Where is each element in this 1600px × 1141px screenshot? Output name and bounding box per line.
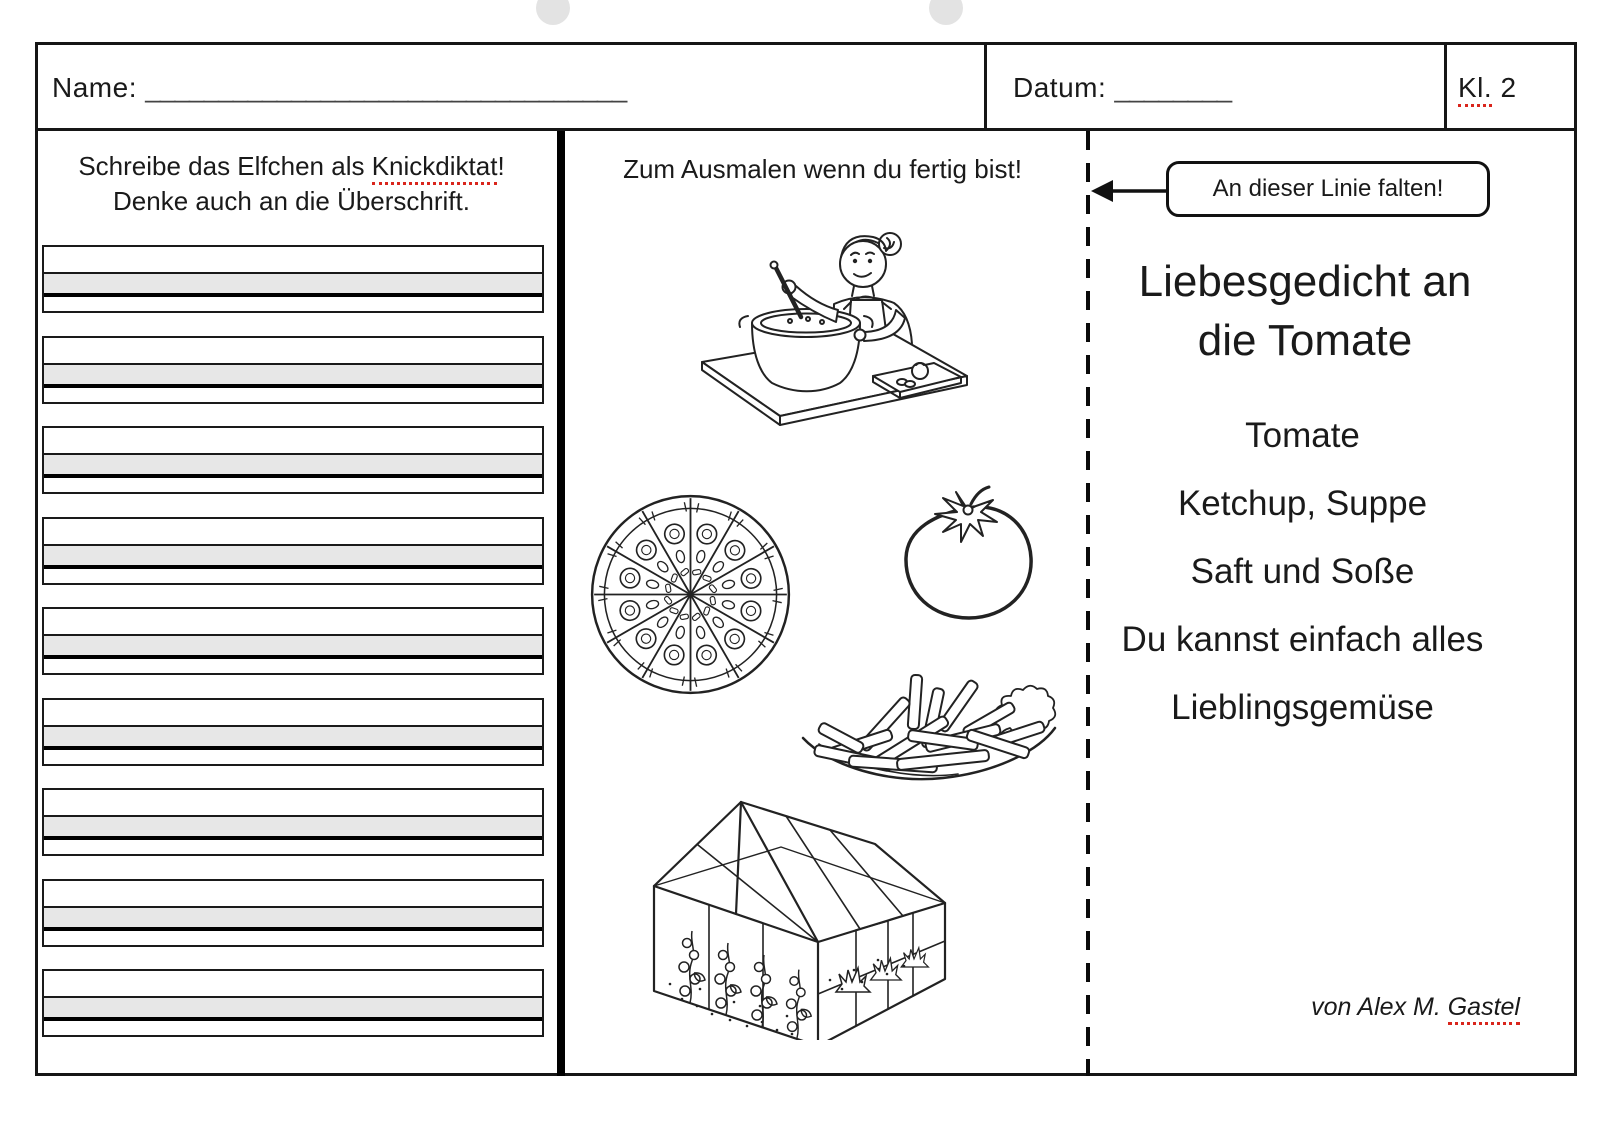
writing-line-lower-row — [44, 750, 542, 764]
column-separator — [557, 131, 565, 1076]
writing-line-lower-row — [44, 388, 542, 402]
writing-line-lower-row — [44, 297, 542, 311]
poem-title — [1093, 252, 1517, 370]
writing-line-group — [42, 698, 544, 766]
date-blank-line: ________ — [1114, 72, 1232, 103]
writing-line-middle-row — [44, 908, 542, 931]
fold-note-text: An dieser Linie falten! — [1212, 175, 1444, 202]
poem-line-5: Lieblingsgemüse — [1171, 688, 1434, 727]
writing-line-middle-row — [44, 274, 542, 297]
date-label: Datum: — [1013, 72, 1107, 103]
writing-line-upper-row — [44, 338, 542, 365]
hole-punch-left — [536, 0, 570, 25]
class-label-marked: Kl. — [1458, 72, 1492, 107]
author-attribution — [1180, 993, 1520, 1022]
writing-line-upper-row — [44, 700, 542, 727]
instruction-line2: Denke auch an die Überschrift. — [113, 186, 470, 216]
coloring-heading: Zum Ausmalen wenn du fertig bist! — [623, 154, 1022, 184]
writing-line-upper-row — [44, 428, 542, 455]
writing-line-upper-row — [44, 609, 542, 636]
name-field — [52, 72, 626, 104]
writing-line-upper-row — [44, 881, 542, 908]
writing-line-middle-row — [44, 817, 542, 840]
header-divider-1 — [984, 42, 987, 131]
class-label-rest: 2 — [1492, 72, 1517, 103]
tomato-illustration — [893, 478, 1043, 628]
writing-line-group — [42, 426, 544, 494]
poem-title-line1: Liebesgedicht an — [1138, 257, 1472, 306]
writing-line-group — [42, 517, 544, 585]
writing-line-lower-row — [44, 931, 542, 945]
hole-punch-right — [929, 0, 963, 25]
instruction-post: ! — [497, 151, 505, 181]
fold-arrow-icon — [1090, 176, 1170, 206]
poem-body — [1085, 402, 1520, 742]
writing-line-middle-row — [44, 727, 542, 750]
poem-line-2: Ketchup, Suppe — [1177, 484, 1428, 523]
header-divider-2 — [1444, 42, 1447, 131]
writing-line-upper-row — [44, 247, 542, 274]
cooking-woman-illustration — [688, 224, 980, 466]
writing-line-lower-row — [44, 1021, 542, 1035]
writing-line-group — [42, 969, 544, 1037]
instruction-pre: Schreibe das Elfchen als — [78, 151, 372, 181]
writing-line-group — [42, 879, 544, 947]
writing-line-group — [42, 336, 544, 404]
writing-line-group — [42, 245, 544, 313]
class-label — [1458, 72, 1517, 104]
date-field — [1013, 72, 1231, 104]
fold-note-box — [1166, 161, 1490, 217]
writing-line-lower-row — [44, 840, 542, 854]
poem-title-line2: die Tomate — [1197, 316, 1413, 365]
writing-line-group — [42, 607, 544, 675]
name-label: Name: — [52, 72, 137, 103]
writing-line-lower-row — [44, 659, 542, 673]
poem-line-3: Saft und Soße — [1190, 552, 1415, 591]
poem-line-1: Tomate — [1245, 416, 1360, 455]
greenhouse-illustration — [642, 784, 948, 1040]
writing-line-middle-row — [44, 636, 542, 659]
attribution-marked-word: Gastel — [1448, 993, 1520, 1025]
writing-line-upper-row — [44, 971, 542, 998]
attribution-pre: von Alex M. — [1311, 993, 1448, 1021]
pizza-mandala-illustration — [588, 492, 793, 697]
header-bottom-rule — [35, 128, 1577, 131]
name-blank-line: _________________________________ — [145, 72, 627, 103]
writing-line-middle-row — [44, 998, 542, 1021]
writing-line-middle-row — [44, 455, 542, 478]
poem-line-4: Du kannst einfach alles — [1121, 620, 1484, 659]
french-fries-illustration — [793, 646, 1065, 791]
writing-line-lower-row — [44, 569, 542, 583]
writing-line-upper-row — [44, 519, 542, 546]
writing-line-middle-row — [44, 365, 542, 388]
writing-line-upper-row — [44, 790, 542, 817]
instruction-marked-word: Knickdiktat — [372, 151, 498, 185]
writing-line-lower-row — [44, 478, 542, 492]
left-instruction — [38, 149, 545, 219]
writing-line-middle-row — [44, 546, 542, 569]
writing-line-group — [42, 788, 544, 856]
